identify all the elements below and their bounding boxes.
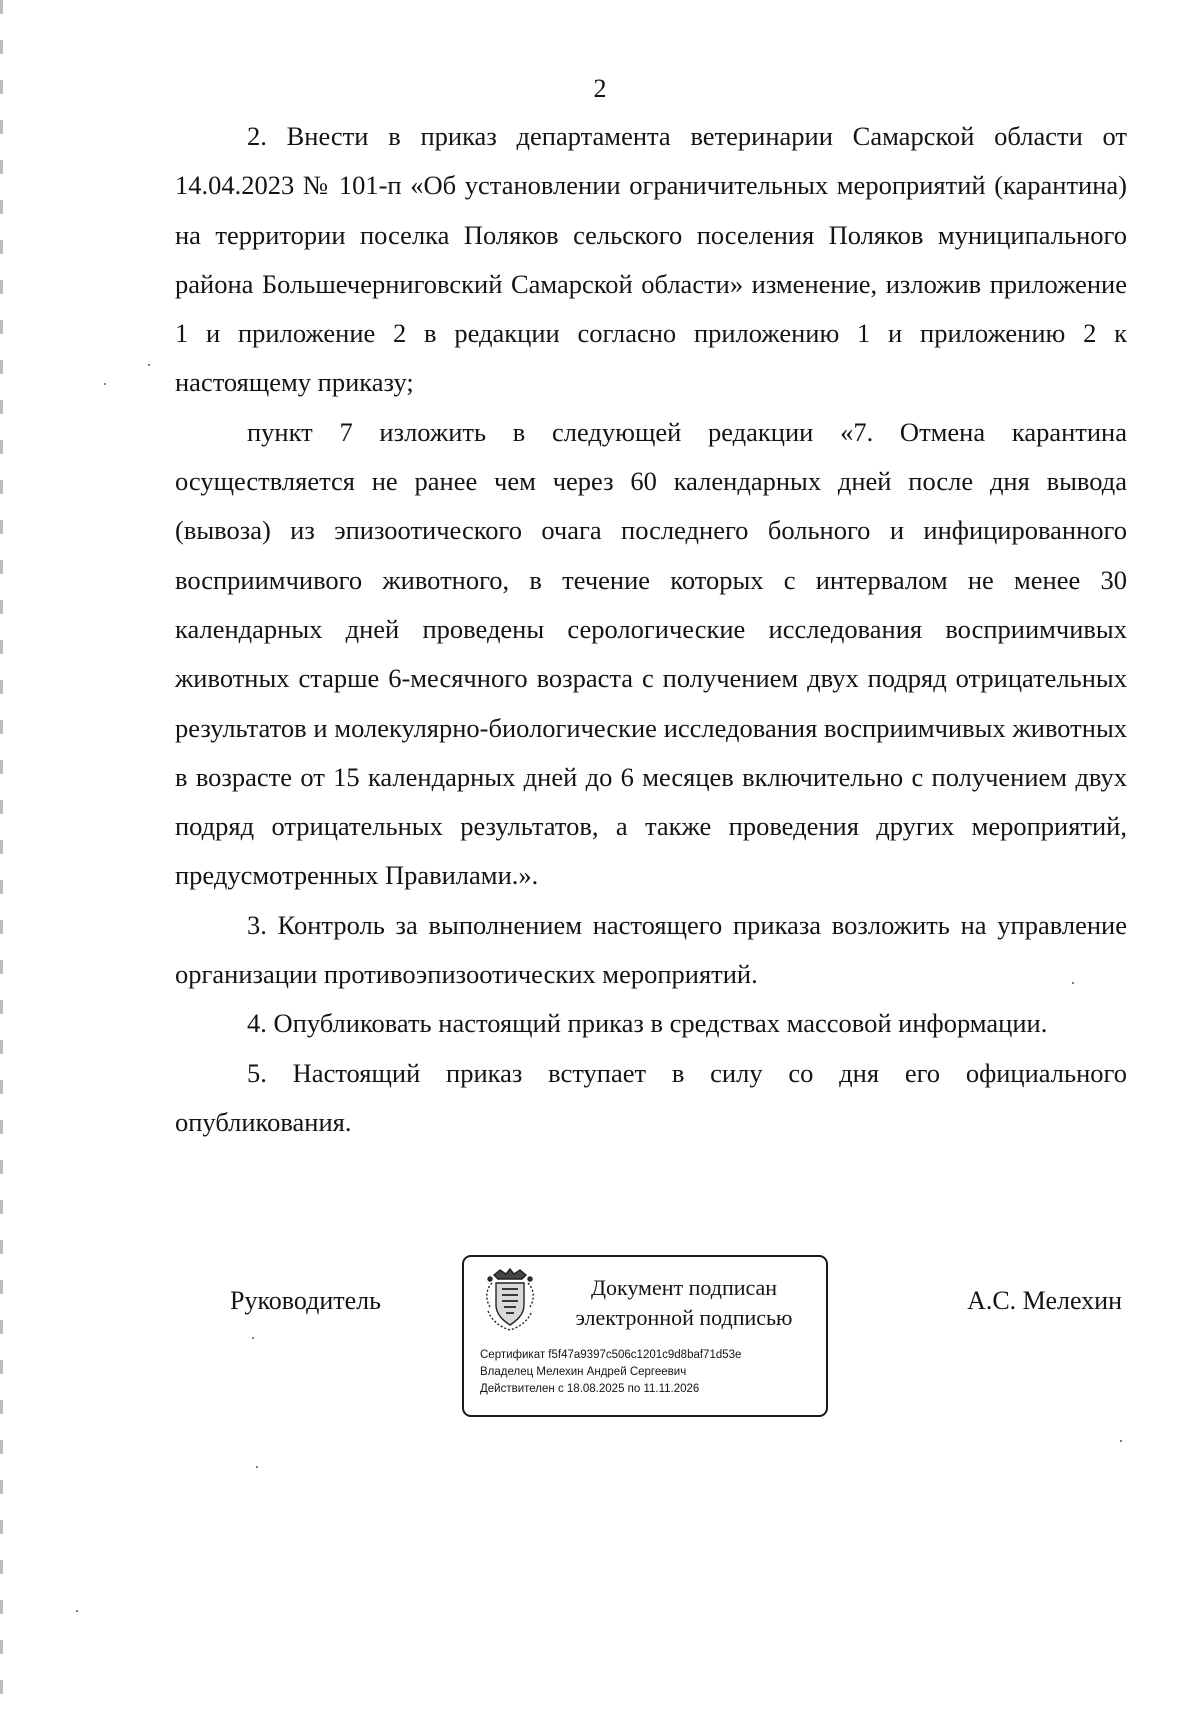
paragraph-item-5: 5. Настоящий приказ вступает в силу со дня его официального опубликования. xyxy=(175,1057,1127,1137)
scan-speck xyxy=(148,364,150,366)
scan-edge-marks xyxy=(0,0,3,1711)
scan-speck xyxy=(76,1610,78,1612)
page-number: 2 xyxy=(593,74,607,103)
scan-speck xyxy=(1120,1440,1122,1442)
stamp-title-line-2: электронной подписью xyxy=(575,1305,793,1330)
signer-name: А.С. Мелехин xyxy=(967,1286,1122,1315)
document-body xyxy=(175,112,1127,1147)
scan-speck xyxy=(104,383,106,385)
stamp-validity: Действителен с 18.08.2025 по 11.11.2026 xyxy=(480,1383,700,1395)
paragraph-item-4: 4. Опубликовать настоящий приказ в средствах массовой информации. xyxy=(247,1008,1048,1039)
signer-role: Руководитель xyxy=(230,1286,381,1315)
scan-speck xyxy=(1072,982,1074,984)
coat-of-arms-icon xyxy=(482,1267,538,1333)
scan-speck xyxy=(256,1466,258,1468)
paragraph-item-2: 2. Внести в приказ департамента ветеринарии Самарской области от 14.04.2023 № 101-п «Об установлении ограничительных мероприятий (карантина) на территории поселка Поляков сельского поселения Поляков муниципального района Большечерниговский Самарской области» изменение, изложив приложение 1 и приложение 2 в редакции согласно приложению 1 и приложению 2 к настоящему приказу; xyxy=(175,121,1127,398)
paragraph-item-3: 3. Контроль за выполнением настоящего приказа возложить на управление организации противоэпизоотических мероприятий. xyxy=(175,909,1127,990)
stamp-title-line-1: Документ подписан xyxy=(590,1275,778,1300)
stamp-certificate: Сертификат f5f47a9397c506c1201c9d8baf71d53e xyxy=(480,1349,742,1361)
paragraph-point-7: пункт 7 изложить в следующей редакции «7. Отмена карантина осуществляется не ранее чем через 60 календарных дней после дня вывода (вывоза) из эпизоотического очага последнего больного и инфицированного восприимчивого животного, в течение которых с интервалом не менее 30 календарных дней проведены серологические исследования восприимчивых животных старше 6-месячного возраста с получением двух подряд отрицательных результатов и молекулярно-биологические исследования восприимчивых животных в возрасте от 15 календарных дней до 6 месяцев включительно с получением двух подряд отрицательных результатов, а также проведения других мероприятий, предусмотренных Правилами.». xyxy=(175,416,1127,891)
electronic-signature-stamp xyxy=(462,1255,828,1417)
stamp-owner: Владелец Мелехин Андрей Сергеевич xyxy=(480,1366,687,1378)
scan-speck xyxy=(252,1337,254,1339)
stamp-details xyxy=(480,1347,820,1398)
stamp-title xyxy=(554,1273,814,1333)
signature-block xyxy=(0,1250,1200,1425)
